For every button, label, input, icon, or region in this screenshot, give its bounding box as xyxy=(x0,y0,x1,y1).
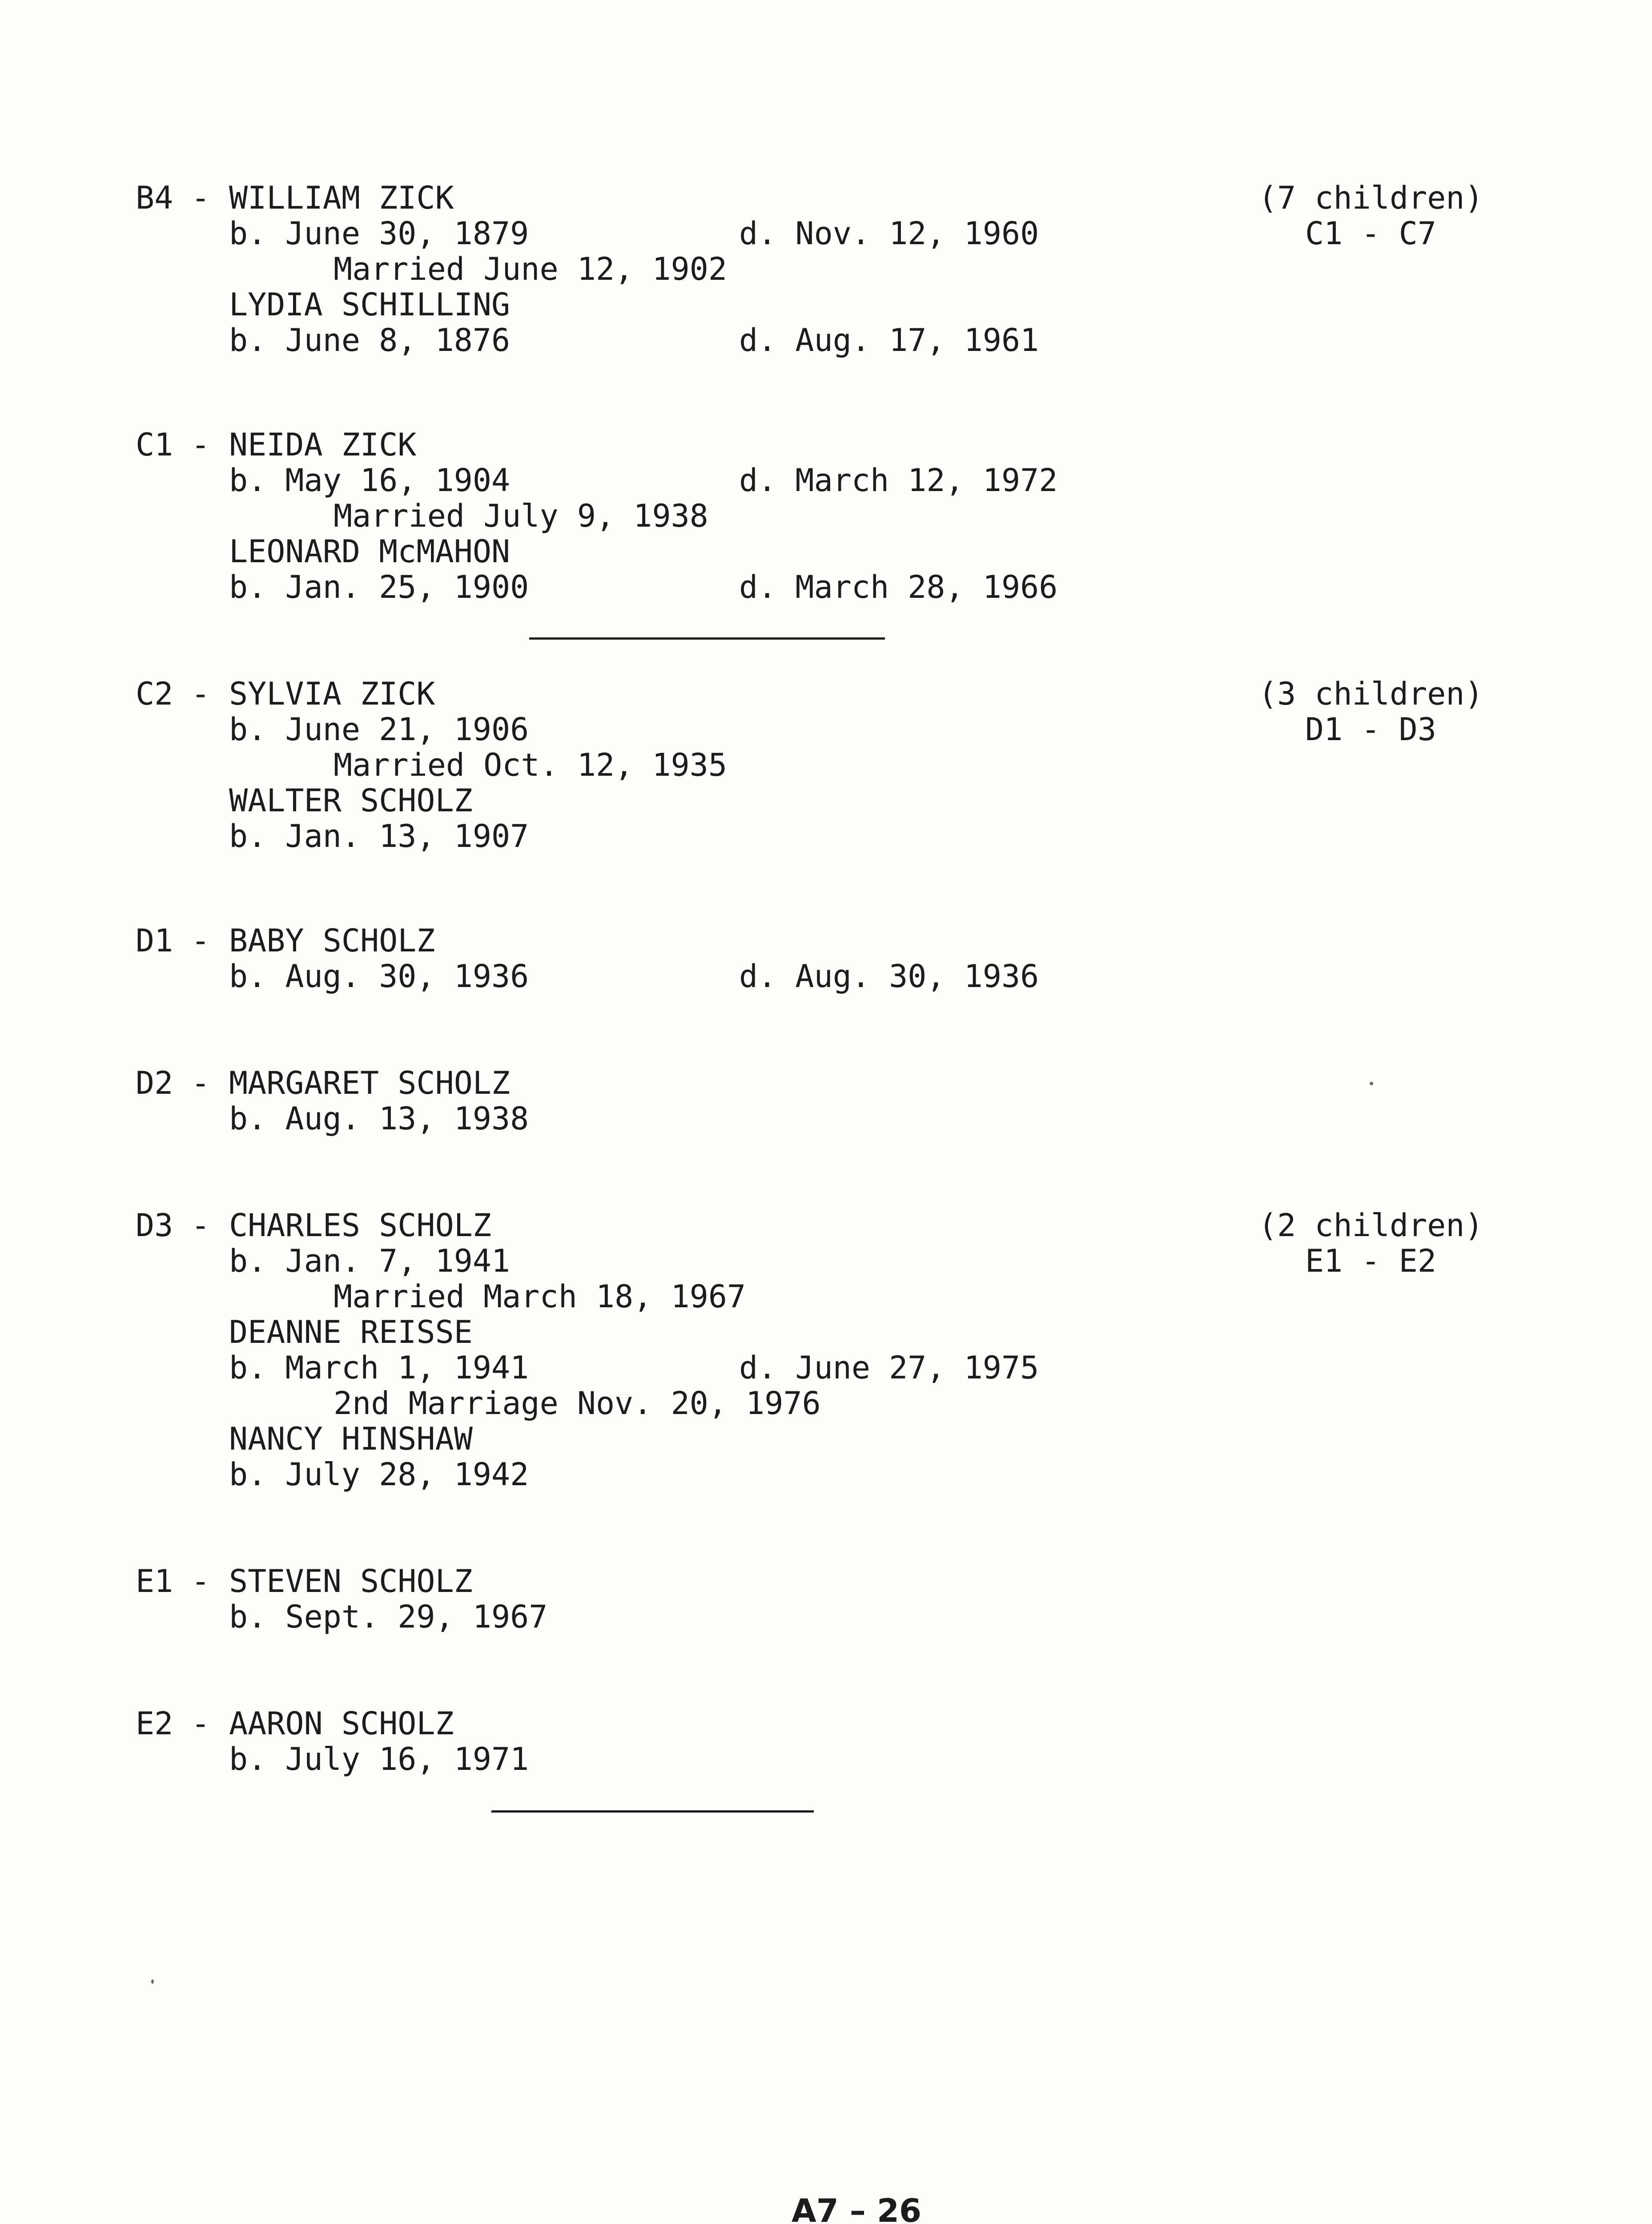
person-name: SYLVIA ZICK xyxy=(229,676,435,712)
spouse-birth-date: b. March 1, 1941 xyxy=(229,1350,529,1386)
birth-date: b. June 30, 1879 xyxy=(229,215,529,252)
children-count: (7 children) xyxy=(1258,180,1483,216)
spouse-name: DEANNE REISSE xyxy=(229,1314,473,1350)
spouse-name: WALTER SCHOLZ xyxy=(229,782,473,819)
death-date: d. Nov. 12, 1960 xyxy=(739,215,1039,252)
entry-code: C2 xyxy=(136,676,173,712)
spouse-birth-date: b. Jan. 25, 1900 xyxy=(229,569,529,605)
spouse-name: LEONARD McMAHON xyxy=(229,533,510,570)
children-count: (2 children) xyxy=(1258,1207,1483,1244)
entry-dash: - xyxy=(191,427,210,463)
birth-date: b. July 16, 1971 xyxy=(229,1741,529,1777)
entry-code: D2 xyxy=(136,1065,173,1101)
entry-code: E1 xyxy=(136,1563,173,1600)
birth-date: b. Jan. 7, 1941 xyxy=(229,1243,510,1279)
person-name: AARON SCHOLZ xyxy=(229,1705,454,1742)
entry-dash: - xyxy=(191,1207,210,1244)
entry-dash: - xyxy=(191,676,210,712)
death-date: d. Aug. 30, 1936 xyxy=(739,958,1039,995)
second-spouse-name: NANCY HINSHAW xyxy=(229,1421,473,1457)
entry-dash: - xyxy=(191,923,210,959)
person-name: WILLIAM ZICK xyxy=(229,180,454,216)
children-count: (3 children) xyxy=(1258,676,1483,712)
marriage-date: Married March 18, 1967 xyxy=(334,1278,746,1315)
entry-dash: - xyxy=(191,1065,210,1101)
birth-date: b. Aug. 30, 1936 xyxy=(229,958,529,995)
children-range: E1 - E2 xyxy=(1305,1243,1437,1279)
entry-code: C1 xyxy=(136,427,173,463)
entry-code: B4 xyxy=(136,180,173,216)
spouse-birth-date: b. Jan. 13, 1907 xyxy=(229,818,529,854)
birth-date: b. May 16, 1904 xyxy=(229,462,510,499)
spouse-death-date: d. March 28, 1966 xyxy=(739,569,1058,605)
entry-dash: - xyxy=(191,1563,210,1600)
marriage-date: Married June 12, 1902 xyxy=(334,251,728,287)
person-name: NEIDA ZICK xyxy=(229,427,417,463)
birth-date: b. Aug. 13, 1938 xyxy=(229,1100,529,1137)
entry-dash: - xyxy=(191,180,210,216)
person-name: STEVEN SCHOLZ xyxy=(229,1563,473,1600)
children-range: C1 - C7 xyxy=(1305,215,1437,252)
birth-date: b. Sept. 29, 1967 xyxy=(229,1599,548,1635)
marriage-date: Married Oct. 12, 1935 xyxy=(334,747,728,783)
person-name: CHARLES SCHOLZ xyxy=(229,1207,492,1244)
spouse-birth-date: b. June 8, 1876 xyxy=(229,322,510,359)
entry-code: E2 xyxy=(136,1705,173,1742)
birth-date: b. June 21, 1906 xyxy=(229,711,529,748)
second-spouse-birth-date: b. July 28, 1942 xyxy=(229,1456,529,1493)
children-range: D1 - D3 xyxy=(1305,711,1437,748)
scan-speck xyxy=(1370,1082,1373,1085)
entry-dash: - xyxy=(191,1705,210,1742)
second-marriage-date: 2nd Marriage Nov. 20, 1976 xyxy=(334,1385,821,1422)
marriage-date: Married July 9, 1938 xyxy=(334,498,708,534)
scan-speck xyxy=(151,1979,154,1984)
page-number: A7 – 26 xyxy=(792,2192,922,2224)
section-divider xyxy=(491,1810,814,1813)
entry-code: D3 xyxy=(136,1207,173,1244)
spouse-death-date: d. June 27, 1975 xyxy=(739,1350,1039,1386)
spouse-name: LYDIA SCHILLING xyxy=(229,286,510,323)
section-divider xyxy=(529,637,885,640)
spouse-death-date: d. Aug. 17, 1961 xyxy=(739,322,1039,359)
death-date: d. March 12, 1972 xyxy=(739,462,1058,499)
person-name: MARGARET SCHOLZ xyxy=(229,1065,510,1101)
entry-code: D1 xyxy=(136,923,173,959)
person-name: BABY SCHOLZ xyxy=(229,923,435,959)
